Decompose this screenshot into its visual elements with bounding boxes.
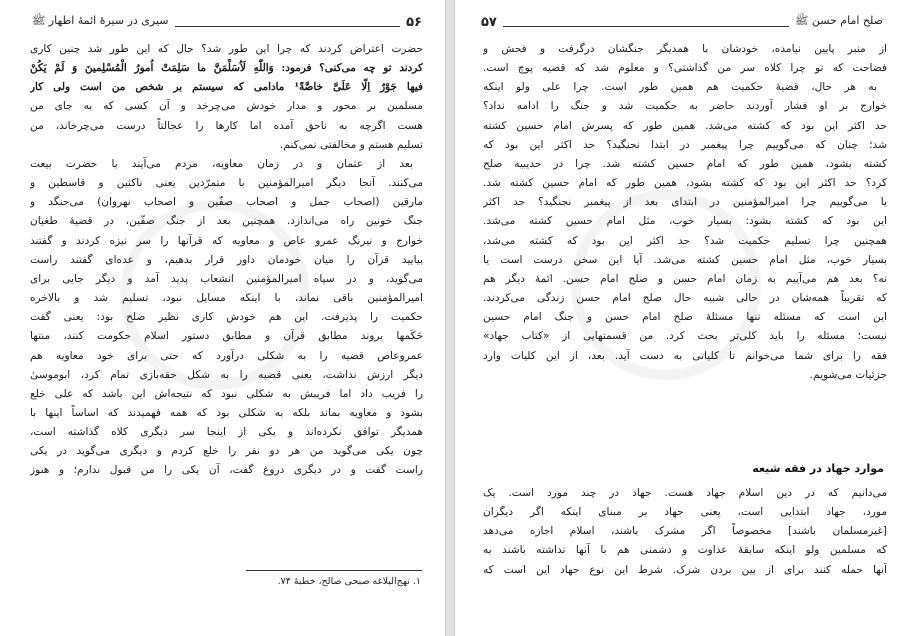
right-page-number: ۵۷: [481, 15, 497, 30]
arabic-quote-line: کردند تو چه می‌کنی؟ فرمود: وَاللّٰهِ لَاُسَلِّمَنَّ ما سَلِمَتْ اُمورُ الْمُسْلِمینَ وَ لَمْ یَکُنْ: [30, 62, 423, 75]
text-line: که تقریباً همه‌شان در حالی شبیه حال صلح امام حسن زندگی می‌کردند.: [483, 292, 887, 305]
text-line: مورد، جهاد ابتدایی است، یعنی جهاد بر مبنای اینکه اگر دیگران: [483, 506, 887, 519]
right-section-text: [483, 484, 887, 580]
text-line: بشود و معاویه بماند بلکه به شکلی بود که همه فهمیدند که اساساً اینها با: [30, 406, 423, 419]
text-line: نه؟ بعد هم می‌آییم به زمان امام حسن و صلح امام حسن. ائمهٔ دیگر هم: [483, 272, 887, 285]
left-page-number: ۵۶: [406, 15, 422, 30]
text-line: می‌گوید، و در سپاه امیرالمؤمنین انشعاب پدید آمد و دیگر جایی برای: [30, 272, 423, 285]
text-line: آنها حمله کنند برای از بین بردن شرک. شرط این نوع جهاد این است که: [483, 563, 887, 576]
left-page-header: [32, 14, 422, 30]
text-line: که مسلمین و‌لو اینکه سابقهٔ عداوت و دشمنی هم با آنها نداشته باشند به: [483, 544, 887, 557]
text-line: از منبر پایین نیامده، خودشان با همدیگر جنگشان درگرفت و فحش و: [483, 43, 887, 55]
left-running-title: سیری در سیرهٔ ائمهٔ اطهار ﷺ: [32, 14, 169, 27]
text-line: حد اکثر این بود که کشته می‌شد. همین طور که پسرش امام حسین کشته: [483, 119, 887, 132]
text-line: فقه را برای شما می‌خوانم تا کلیاتی به دست آید. بعد، از این کلیات وارد: [483, 349, 887, 362]
left-body-text: [30, 40, 423, 481]
text-line: همدیگر توافق نکرده‌اند و یکی از اینجا سر دیگری کلاه گذاشته است،: [30, 426, 423, 439]
text-line: بسیار خوب، مثل امام حسین کشته می‌شد. آیا این سخن درست است یا: [483, 253, 887, 266]
text-line: امیرالمؤمنین باقی نماند، با اینکه مسایل نبود، تسلیم شد و بالاخره: [30, 292, 423, 305]
text-line: می‌کنند. آنجا دیگر امیرالمؤمنین با متمرّدین یعنی ناکثین و قاسطین و: [30, 177, 423, 190]
right-page: [454, 0, 912, 636]
text-line: حکمیت را پذیرفت. این هم خودش کاری نظیر صلح بود: یعنی گفت: [30, 311, 423, 324]
text-line: عمروعاص قضیه را به شکلی درآورد که حتی برای خود معاویه هم: [30, 349, 423, 362]
text-line: بعد از عثمان و در زمان معاویه، مردم می‌آیند با حضرت بیعت: [30, 157, 413, 170]
text-line: خوارج بر او فشار آوردند حاضر به حکمیت شد و جنگ را ادامه نداد؟: [483, 100, 887, 113]
text-line: این است که مسئله تنها مسئلهٔ صلح امام حسن و جنگ امام حسین: [483, 311, 887, 324]
arabic-quote-line: فیها جَوْرٌ اِلّا عَلَیَّ خاصَّةً¹ مادامی که سیستم بر شخص من است ولی کار: [30, 81, 423, 94]
text-line: چون یکی می‌گوید من هر دو نفر را خلع کردم و دیگری می‌گوید در یکی: [30, 445, 423, 458]
left-page: [0, 0, 446, 636]
text-line: همچنین چرا تسلیم حکمیت شد؟ حد اکثر این بود که کشته می‌شد،: [483, 234, 887, 247]
text-line: جنگ خونین راه می‌اندازد. همچنین بعد از جنگ صفّین، در قضیهٔ طغیان: [30, 215, 423, 228]
text-line: مسلمین بر محور و مدار خودش می‌چرخد و آن کسی که به جای من: [30, 100, 423, 113]
text-line: جزئیات می‌شویم.: [809, 368, 887, 381]
section-heading: موارد جهاد در فقه شیعه: [752, 462, 884, 475]
text-line: نیست؛ مسئله را باید کلی‌تر بحث کرد. من قسمتهایی از «کتاب جهاد»: [483, 330, 887, 343]
header-rule: [503, 26, 789, 27]
text-line: کرد؟ حد اکثر این بود که کشته بشود، همین طور که امام حسین کشته شد.: [483, 177, 887, 190]
text-line: خوارج و نیرنگ عمرو عاص و معاویه که قرآنها را سر نیزه کردند و گفتند: [30, 234, 423, 247]
text-line: راست گفت و در دیگری دروغ گفت، آن یکی را من قبول ندارم؛ و هنوز: [30, 464, 423, 477]
text-line: فضاحت که تو چرا کلاه سر من گذاشتی؟ و معلوم شد که قضیه پوچ است.: [483, 62, 887, 75]
text-line: می‌دانیم که در دین اسلام جهاد هست. جهاد در چند مورد است. یک: [483, 487, 887, 499]
text-line: بیایید قرآن را میان خودمان داور قرار بدهیم، و عده‌ای گفتند راست: [30, 253, 423, 266]
text-line: حَکَمها بروند مطابق قرآن و مطابق دستور اسلام حکومت کنند، منتها: [30, 330, 423, 343]
header-rule: [175, 26, 401, 27]
text-line: هست اگرچه به ناحق آمده اما کارها را عجالتاً درست می‌چرخاند، من: [30, 119, 423, 132]
text-line: شد؛ چنان که می‌گوییم چرا پیغمبر در ابتدا نجنگید؟ حد اکثر این بود که: [483, 138, 887, 151]
footnote: ۱. نهج‌البلاغه صبحی صالح، خطبهٔ ۷۴.: [277, 576, 421, 587]
text-line: تسلیم هستم و مخالفتی نمی‌کنم.: [280, 138, 423, 151]
footnote-separator: [246, 570, 422, 571]
right-running-title: صلح امام حسن ﷺ: [795, 14, 883, 27]
text-line: را فریب داد اما فریبش به شکلی نبود که نتیجه‌اش این باشد که علی خلع: [30, 387, 423, 400]
text-line: این بود که کشته بشود: بسیار خوب، مثل امام حسین کشته می‌شد.: [483, 215, 887, 228]
text-line: [غیرمسلمان باشند] مخصوصاً اگر مشرک باشند، اسلام اجازه می‌دهد: [483, 525, 887, 538]
right-page-header: [481, 14, 883, 30]
right-body-text: [483, 40, 887, 385]
text-line: به هر حال، قضیهٔ حکمیت هم همین طور است. چرا علی و‌لو اینکه: [483, 81, 877, 94]
text-line: کشته بشود، همین طور که امام حسین کشته شد. چرا در حدیبیه صلح: [483, 157, 887, 170]
text-line: یا می‌گوییم چرا امیرالمؤمنین در ابتدای بعد از پیغمبر نجنگید؟ حد اکثر: [483, 196, 887, 209]
text-line: مارقین (اصحاب جمل و اصحاب صفّین و اصحاب نهروان) می‌جنگد و: [30, 196, 423, 209]
text-line: دیگر ارزش نداشت، یعنی قضیه را به شکل حقه‌بازی تمام کرد، ابوموسیٰ: [30, 368, 423, 381]
text-line: حضرت اعتراض کردند که چرا این طور شد؟ حال که این طور شد چنین کاری: [30, 43, 423, 55]
